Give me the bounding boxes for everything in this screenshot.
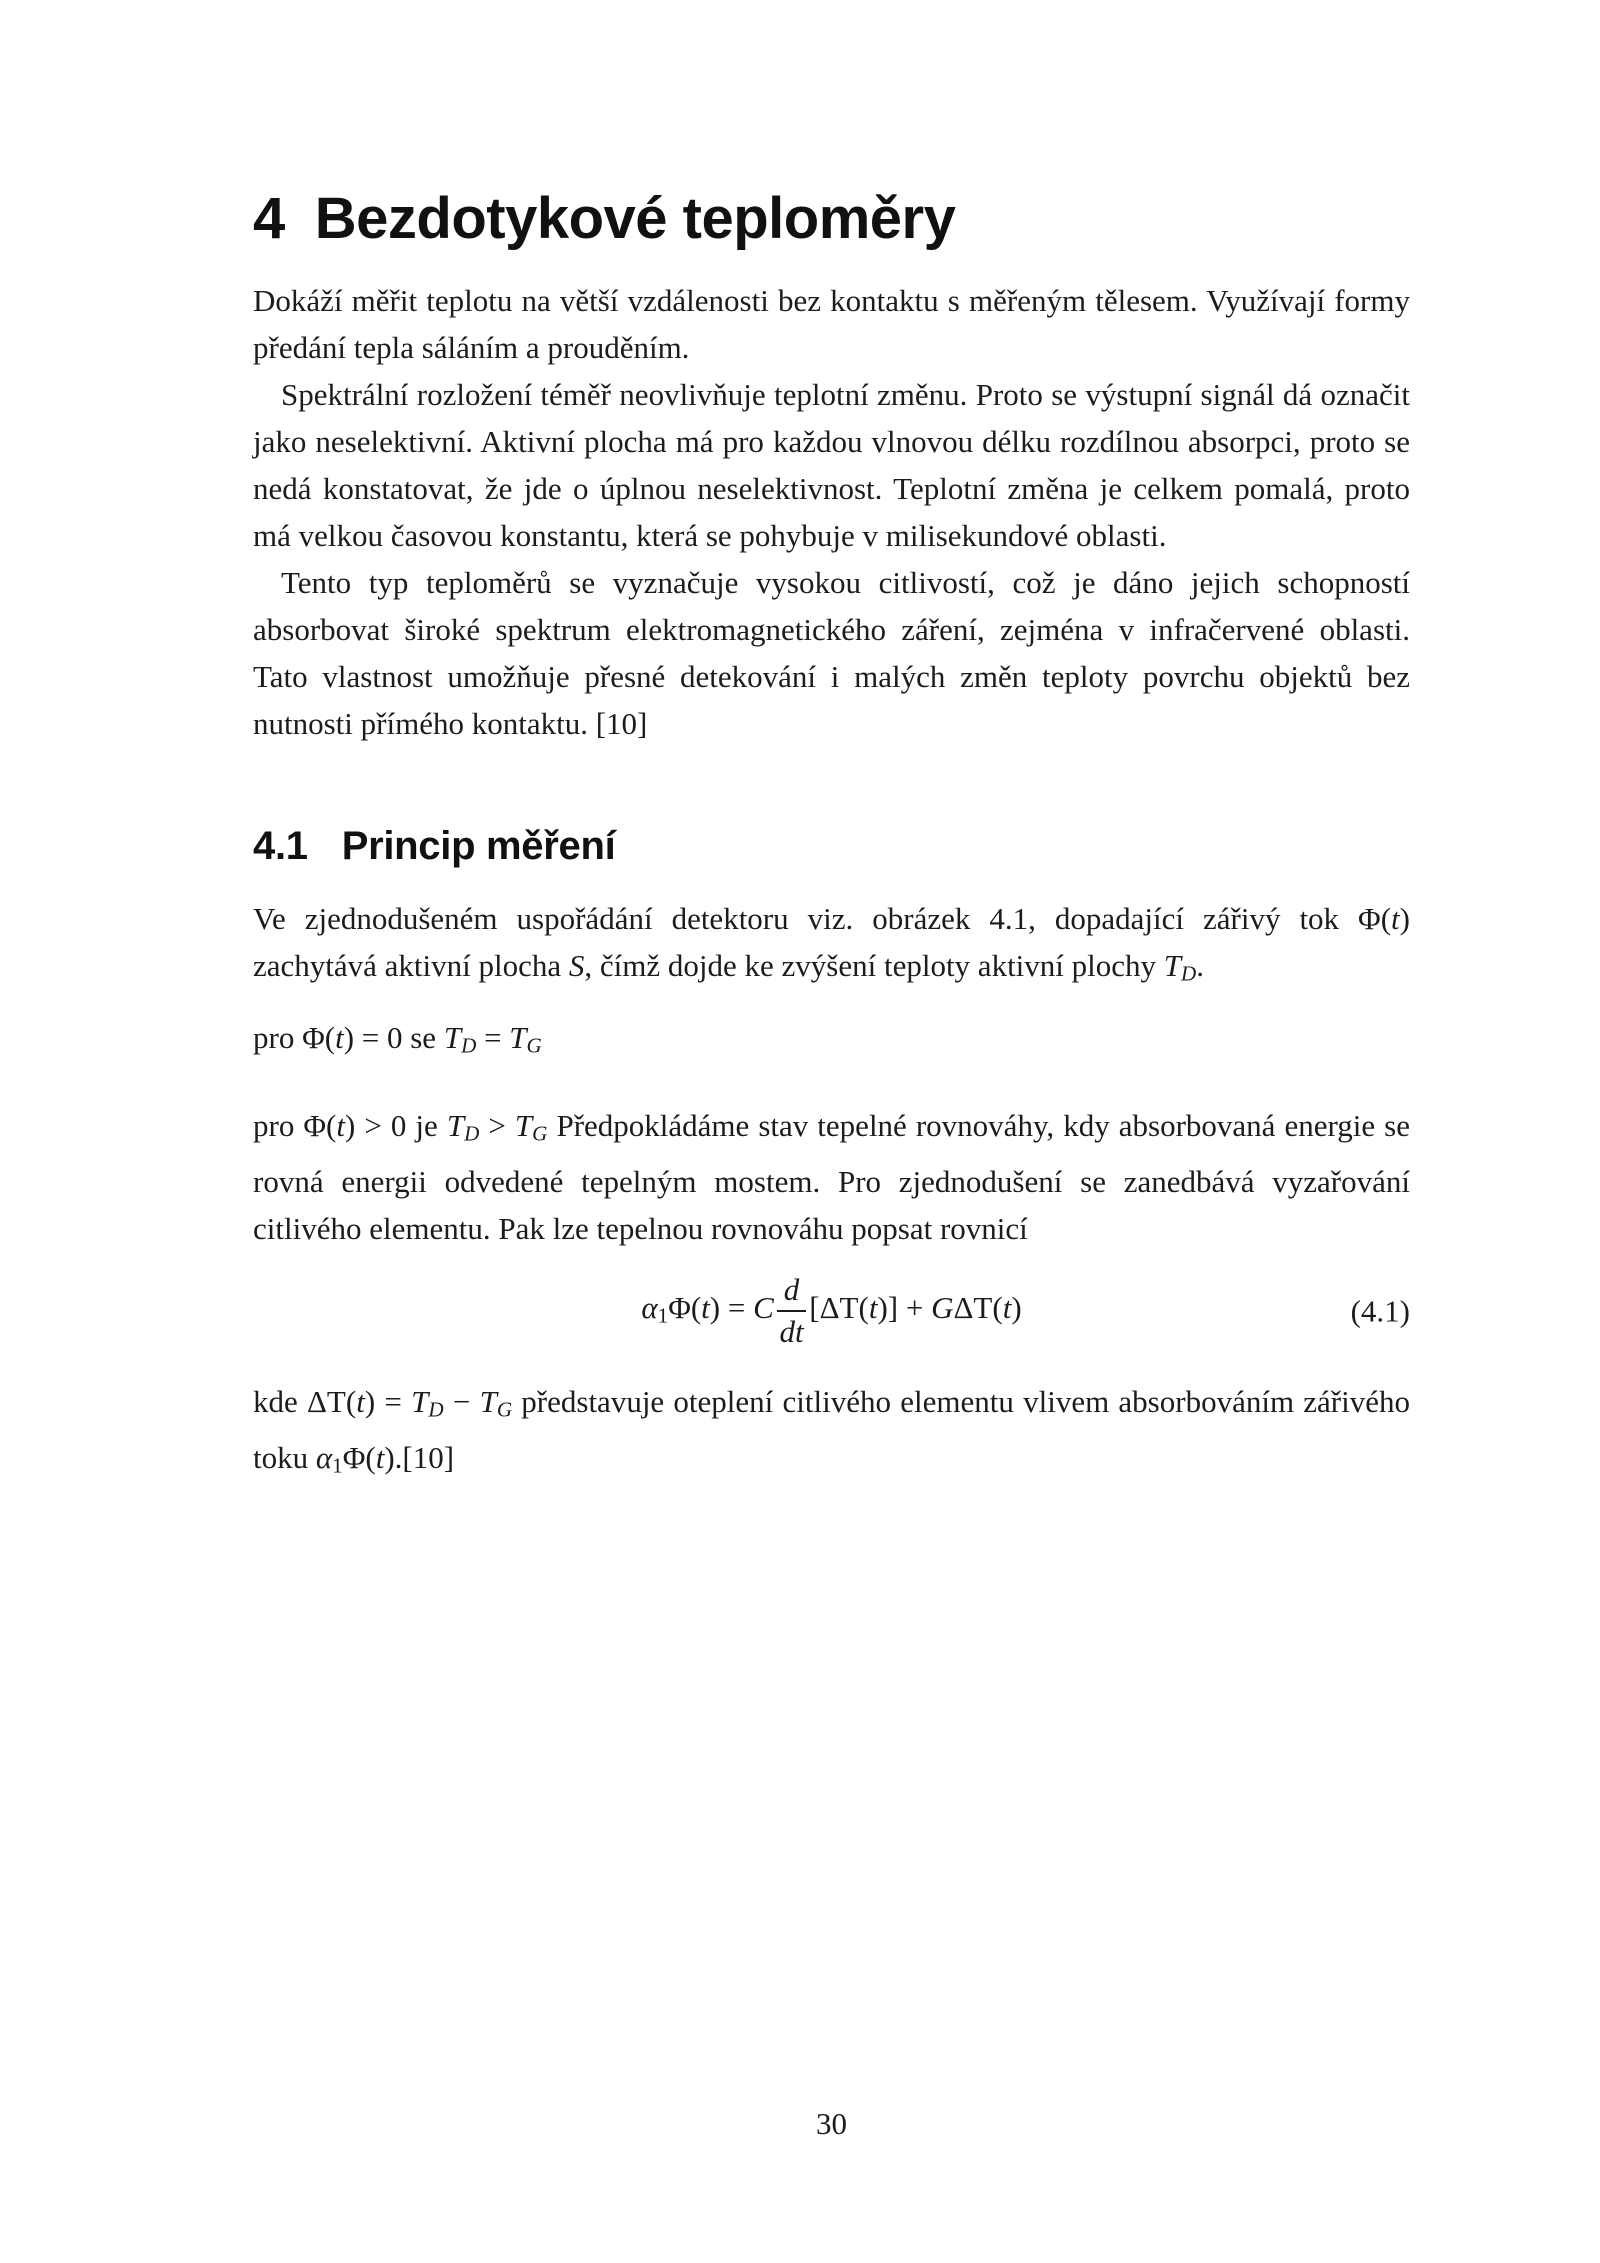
chapter-heading bbox=[253, 188, 1410, 250]
paragraph-detector: Ve zjednodušeném uspořádání detektoru viz. obrázek 4.1, dopadající zářivý tok Φ(t) zachytává aktivní plocha S, čímž dojde ke zvýšení teploty aktivní plochy TD. bbox=[253, 901, 1410, 986]
text-block bbox=[253, 0, 1410, 1489]
paragraph-where: kde ΔT(t) = TD − TG představuje oteplení citlivého elementu vlivem absorbováním zářivého toku α1Φ(t).[10] bbox=[253, 1383, 1411, 1478]
chapter-title: Bezdotykové teploměry bbox=[314, 186, 956, 251]
section-heading bbox=[253, 822, 1410, 870]
condition-line: pro Φ(t) = 0 se TD = TG bbox=[253, 1019, 542, 1058]
equation-tag: (4.1) bbox=[1350, 1293, 1410, 1329]
equation-body bbox=[641, 1271, 1021, 1351]
paragraph-equilibrium: pro Φ(t) > 0 je TD > TG Předpokládáme stav tepelné rovnováhy, kdy absorbovaná energie se rovná energii odvedené tepelným mostem. Pro zjednodušení se zanedbává vyzařování citlivého elementu. Pak lze tepelnou rovnováhu popsat rovnicí bbox=[253, 1108, 1411, 1246]
fraction-denominator: dt bbox=[779, 1313, 804, 1349]
fraction-numerator: d bbox=[777, 1271, 807, 1312]
equation-fraction bbox=[777, 1271, 807, 1351]
page-number: 30 bbox=[816, 2106, 847, 2141]
equation-4-1 bbox=[253, 1269, 1410, 1353]
paragraph-intro-1: Dokáží měřit teplotu na větší vzdálenosti bez kontaktu s měřeným tělesem. Využívají formy předání tepla sáláním a prouděním. bbox=[253, 283, 1410, 365]
paragraph-intro-2: Spektrální rozložení téměř neovlivňuje teplotní změnu. Proto se výstupní signál dá označit jako neselektivní. Aktivní plocha má pro každou vlnovou délku rozdílnou absorpci, proto se nedá konstatovat, že jde o úplnou neselektivnost. Teplotní změna je celkem pomalá, proto má velkou časovou konstantu, která se pohybuje v milisekundové oblasti. bbox=[253, 377, 1410, 553]
chapter-number: 4 bbox=[253, 186, 285, 251]
equation-rhs: [ΔT(t)] + GΔT(t) bbox=[809, 1289, 1022, 1325]
equation-lhs: α1Φ(t) = C bbox=[641, 1289, 774, 1328]
paragraph-intro-3: Tento typ teploměrů se vyznačuje vysokou citlivostí, což je dáno jejich schopností absorbovat široké spektrum elektromagnetického záření, zejména v infračervené oblasti. Tato vlastnost umožňuje přesné detekování i malých změn teploty povrchu objektů bez nutnosti přímého kontaktu. [10] bbox=[253, 565, 1410, 741]
section-number: 4.1 bbox=[253, 824, 308, 868]
section-title: Princip měření bbox=[341, 824, 616, 868]
